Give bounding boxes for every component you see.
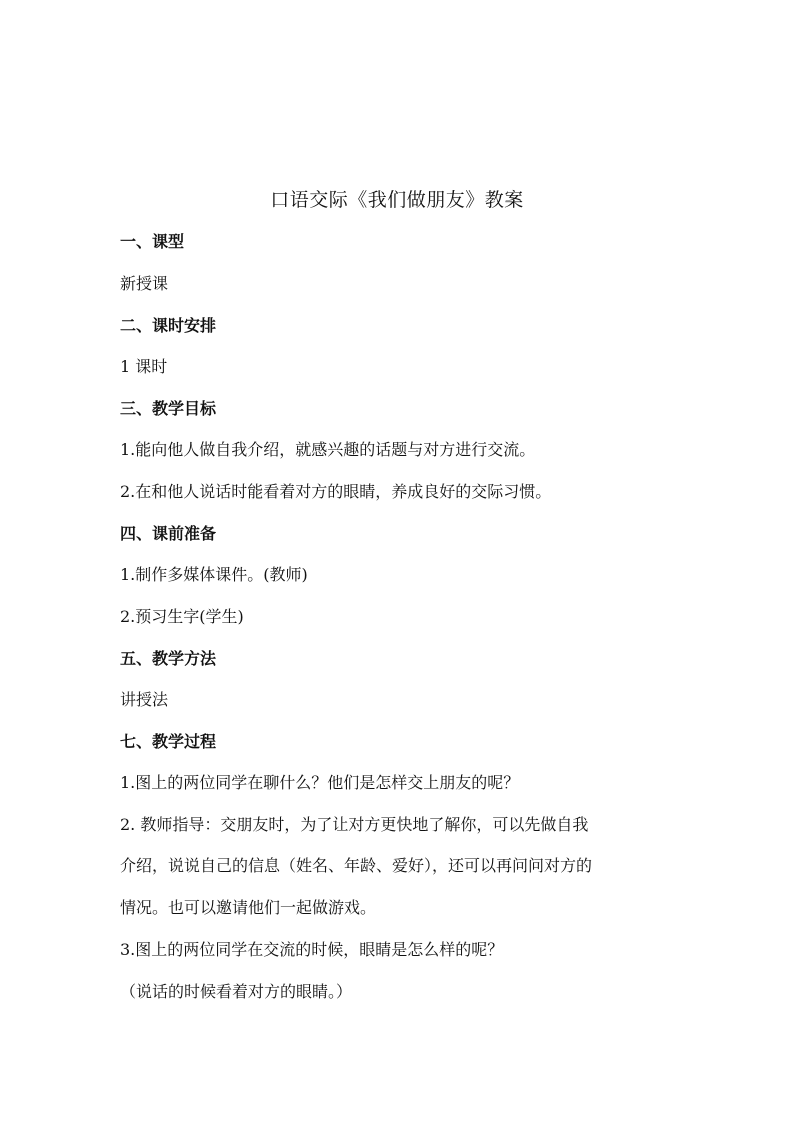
paragraph: 新授课 [120,274,169,293]
section-heading-method: 五、教学方法 [120,649,217,668]
section-heading-lesson-type: 一、课型 [120,232,185,251]
paragraph: 1 课时 [120,357,168,376]
section-heading-preparation: 四、课前准备 [120,524,217,543]
paragraph: 1.能向他人做自我介绍，就感兴趣的话题与对方进行交流。 [120,440,536,459]
paragraph: 介绍，说说自己的信息（姓名、年龄、爱好），还可以再问问对方的 [120,856,593,875]
paragraph: 1.图上的两位同学在聊什么？他们是怎样交上朋友的呢？ [120,773,520,792]
paragraph: 2.预习生字(学生) [120,607,244,626]
paragraph: （说话的时候看着对方的眼睛。） [120,982,353,1001]
paragraph: 2.在和他人说话时能看着对方的眼睛，养成良好的交际习惯。 [120,482,552,501]
paragraph: 情况。也可以邀请他们一起做游戏。 [120,898,377,917]
section-heading-schedule: 二、课时安排 [120,316,217,335]
paragraph: 讲授法 [120,690,169,709]
paragraph: 2. 教师指导：交朋友时，为了让对方更快地了解你，可以先做自我 [120,815,589,834]
paragraph: 1.制作多媒体课件。(教师) [120,565,308,584]
section-heading-objectives: 三、教学目标 [120,399,217,418]
section-heading-process: 七、教学过程 [120,732,217,751]
document-title: 口语交际《我们做朋友》教案 [270,189,524,211]
paragraph: 3.图上的两位同学在交流的时候，眼睛是怎么样的呢？ [120,940,504,959]
